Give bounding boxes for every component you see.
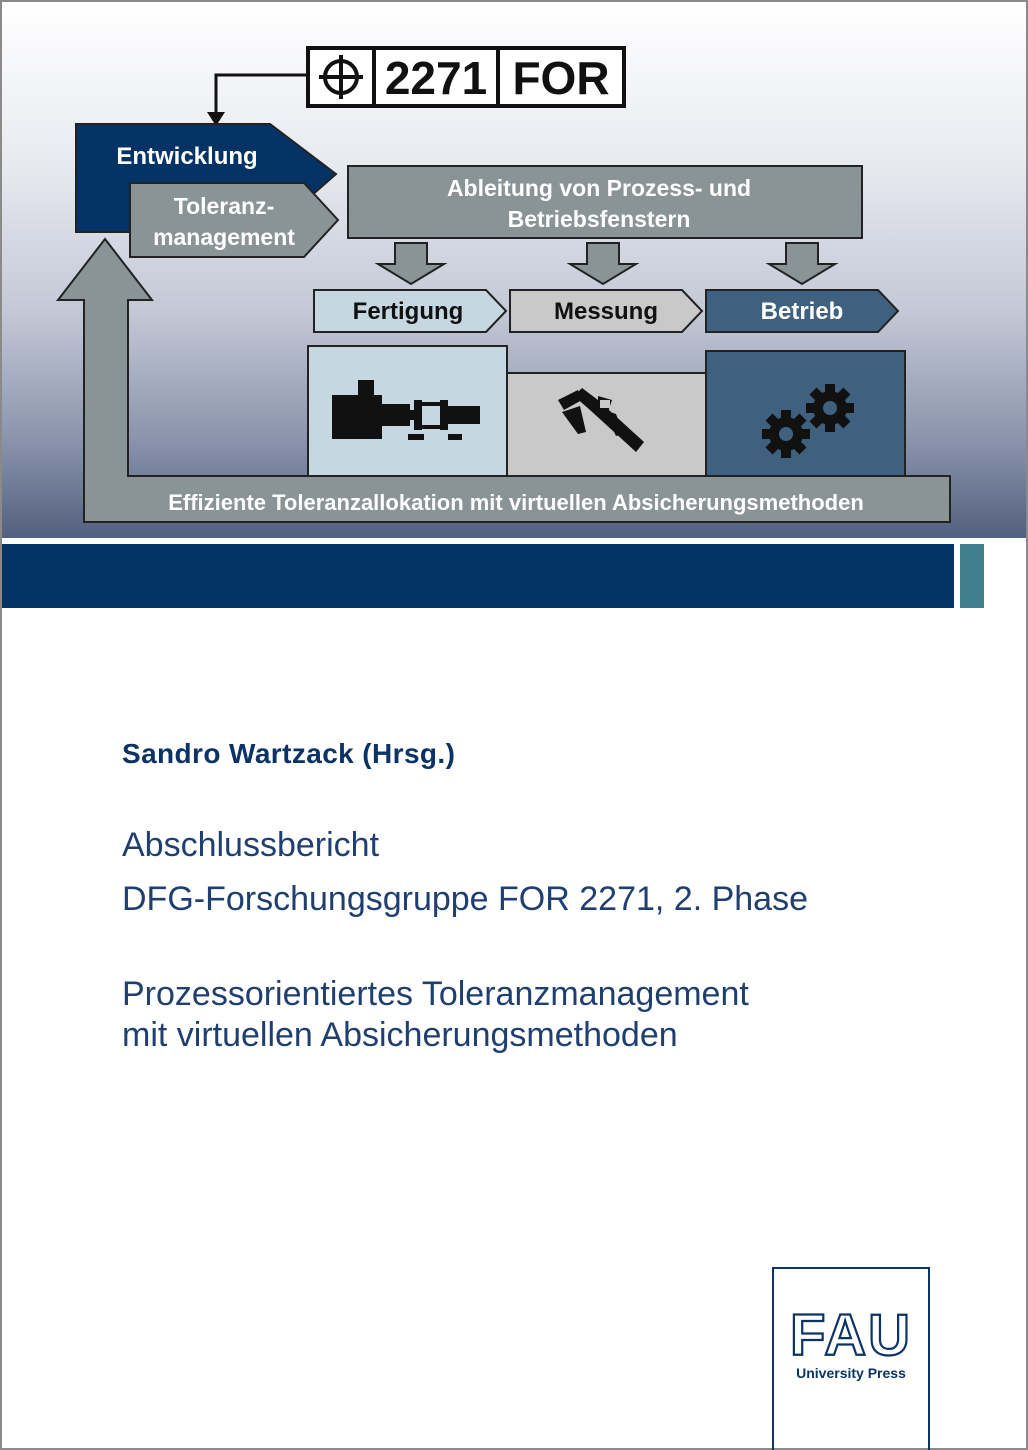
toleranz-label-2: management (153, 224, 295, 250)
down-arrow-betrieb (769, 243, 835, 284)
betrieb-panel (706, 351, 905, 476)
publisher-name: University Press (796, 1365, 906, 1381)
code-letters: FOR (512, 52, 610, 104)
fau-logo-text: FAU (790, 1303, 912, 1359)
cover-accent-stripe (960, 544, 984, 608)
entwicklung-label: Entwicklung (116, 143, 258, 170)
down-arrow-messung (570, 243, 636, 284)
toleranz-label-1: Toleranz- (173, 193, 275, 219)
code-number: 2271 (384, 52, 488, 104)
step-betrieb-label: Betrieb (760, 298, 844, 325)
code-box (308, 48, 624, 106)
down-arrow-fertigung (378, 243, 444, 284)
title-line-1: Abschlussbericht (122, 826, 380, 864)
subtitle-line-2: mit virtuellen Absicherungsmethoden (122, 1016, 678, 1054)
connector-line (216, 75, 308, 114)
footer-label: Effiziente Toleranzallokation mit virtuellen Absicherungsmethoden (168, 490, 864, 515)
ableitung-label-1: Ableitung von Prozess- und (446, 175, 752, 201)
fau-logo-mark (774, 1269, 928, 1359)
step-fertigung-label: Fertigung (352, 298, 464, 325)
step-messung-label: Messung (553, 298, 659, 325)
publisher-logo (772, 1267, 930, 1450)
title-line-2: DFG-Forschungsgruppe FOR 2271, 2. Phase (122, 880, 808, 918)
ableitung-label-2: Betriebsfenstern (507, 206, 691, 232)
subtitle-line-1: Prozessorientiertes Toleranzmanagement (122, 975, 749, 1013)
author: Sandro Wartzack (Hrsg.) (122, 738, 456, 769)
cover-color-band (2, 544, 954, 608)
cover-diagram (2, 2, 1026, 538)
